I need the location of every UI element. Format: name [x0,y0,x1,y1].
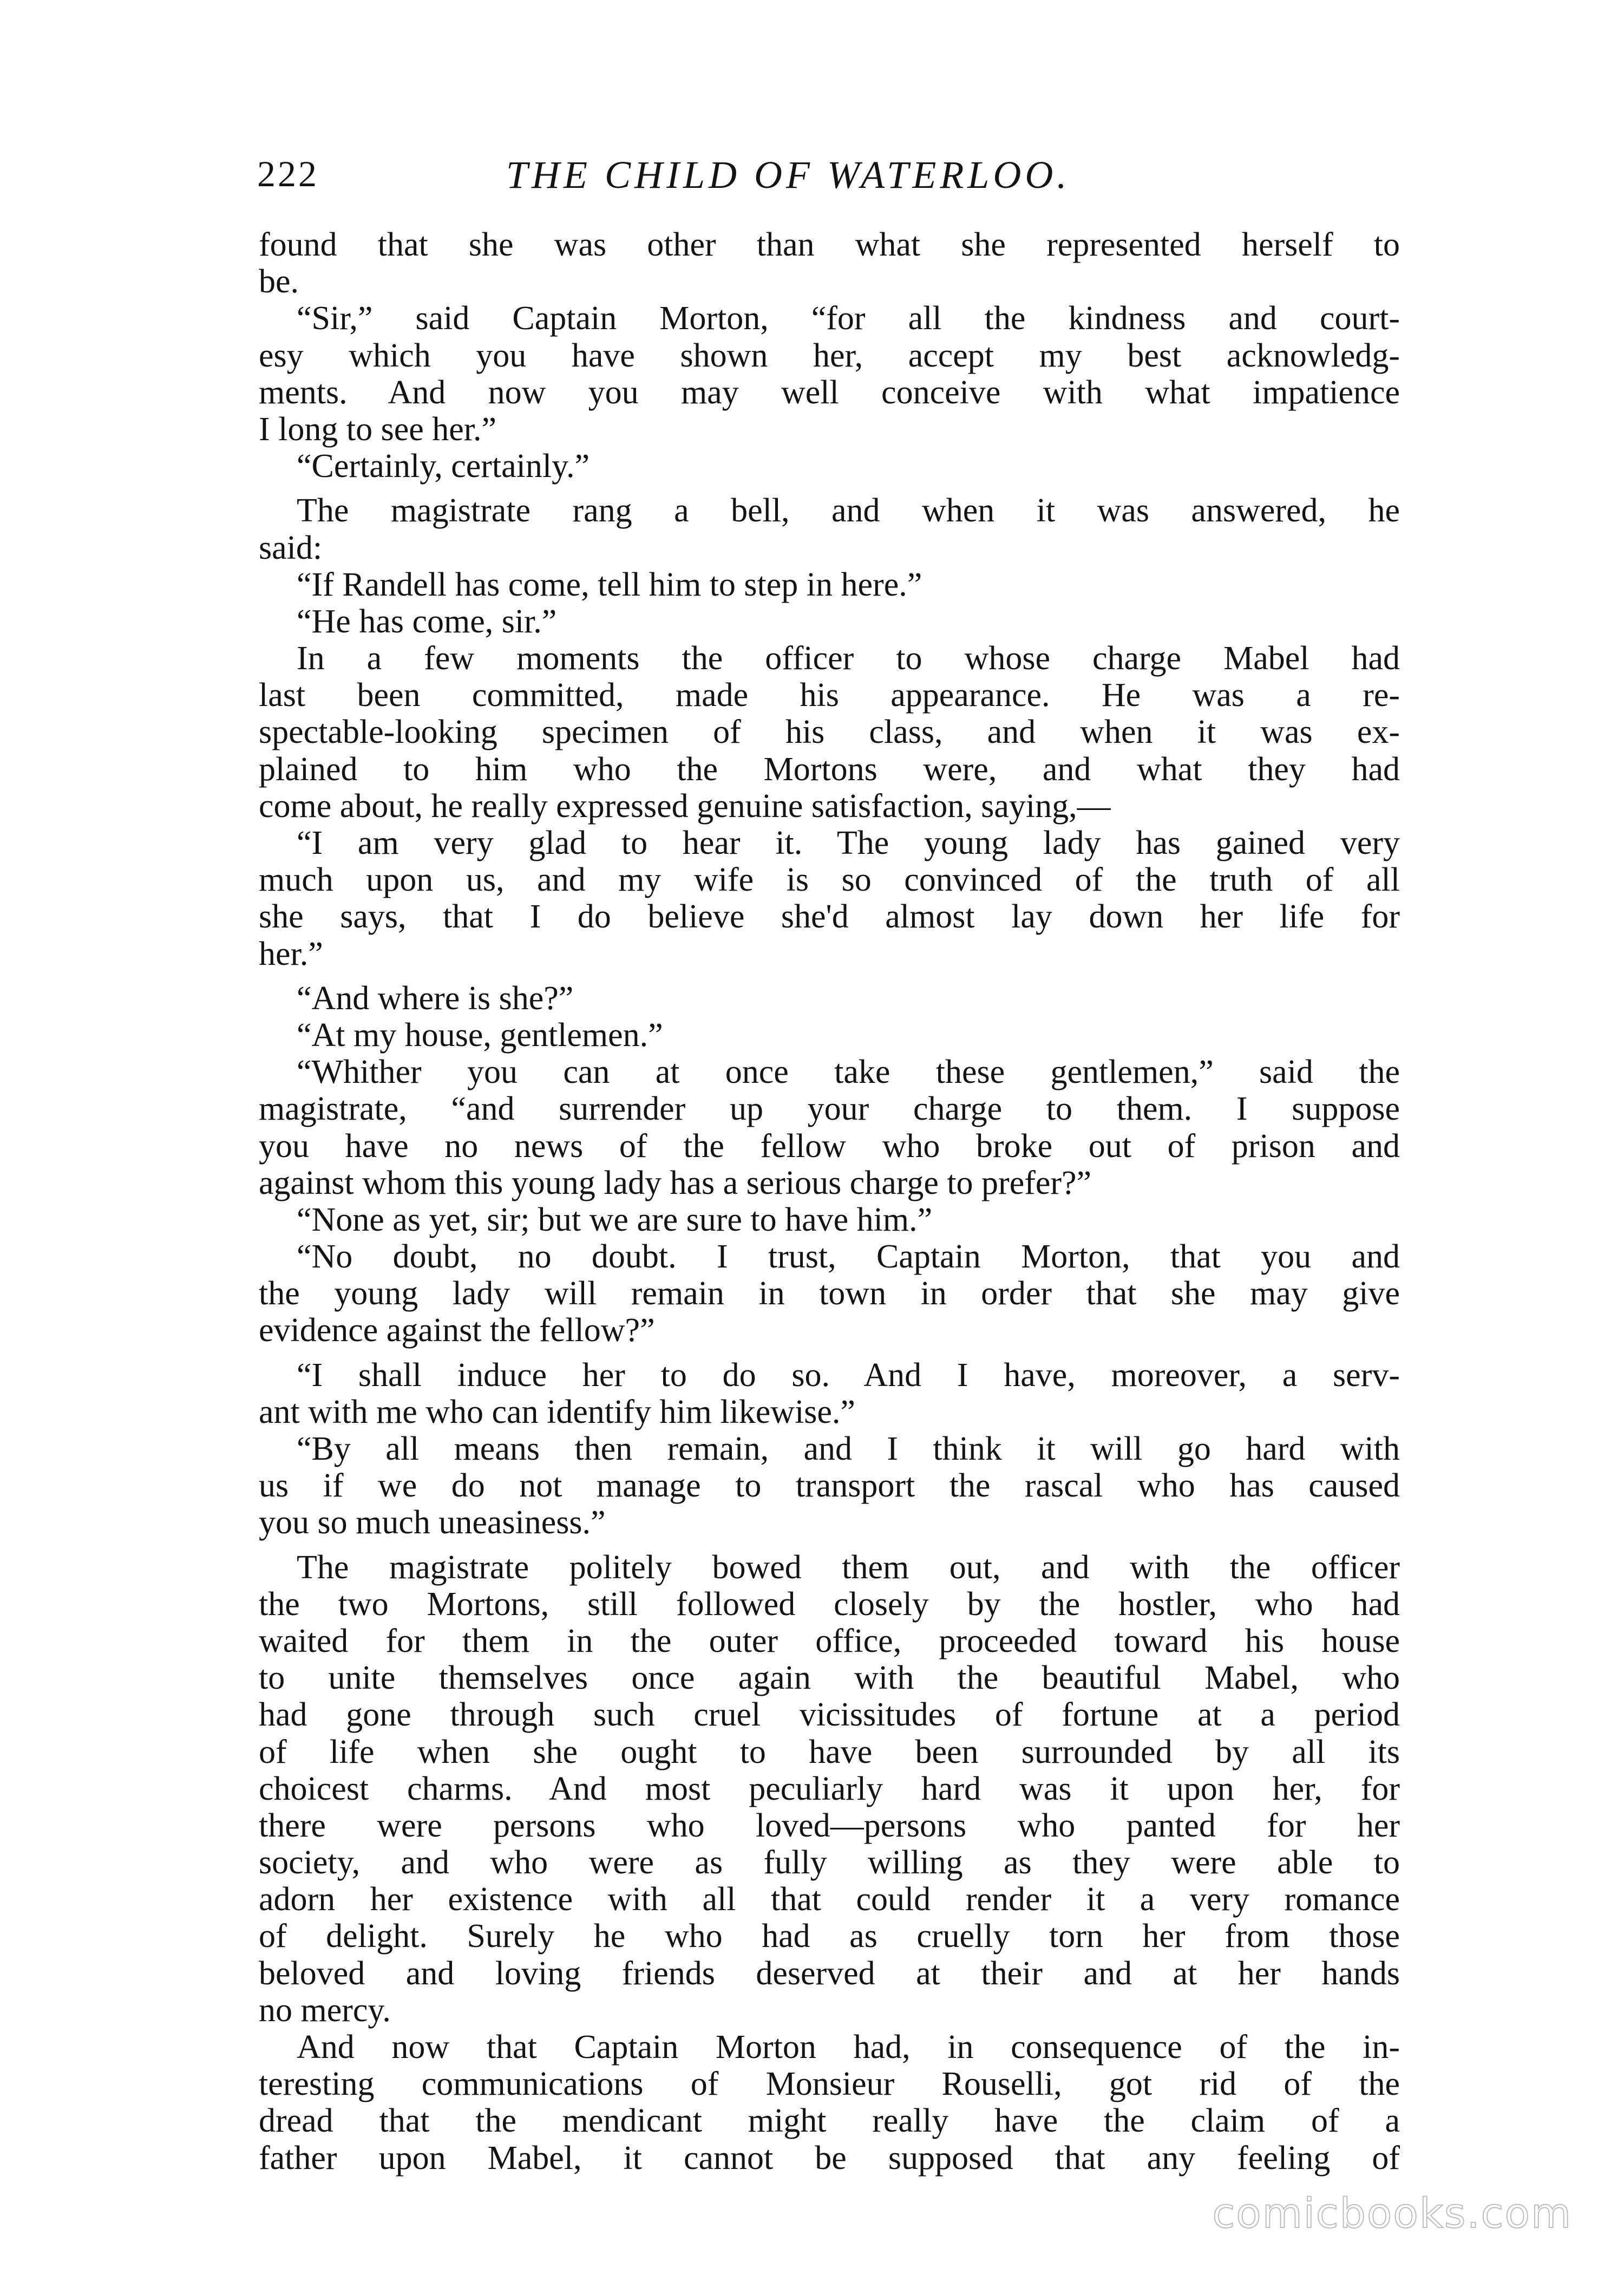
text-line: The magistrate rang a bell, and when it was answered, he [297,492,1400,530]
text-line: to unite themselves once again with the beautiful Mabel, who [259,1659,1400,1697]
text-line: “Whither you can at once take these gentlemen,” said the [297,1054,1400,1091]
text-line: adorn her existence with all that could render it a very romance [259,1881,1400,1918]
text-line: waited for them in the outer office, proceeded toward his house [259,1622,1400,1659]
text-line: esy which you have shown her, accept my best acknowledg- [259,337,1400,374]
text-line: against whom this young lady has a serious charge to prefer?” [259,1164,1092,1201]
text-line: the two Mortons, still followed closely by the hostler, who had [259,1585,1400,1623]
text-line: “And where is she?” [297,979,574,1017]
paragraph-gap [259,485,1400,492]
text-line: there were persons who loved—persons who panted for her [259,1807,1400,1844]
text-line: “If Randell has come, tell him to step in here.” [297,566,922,603]
paragraph-gap [259,1541,1400,1549]
text-line: us if we do not manage to transport the rascal who has caused [259,1467,1400,1505]
text-line: choicest charms. And most peculiarly hard was it upon her, for [259,1770,1400,1807]
text-line: said: [259,529,323,566]
text-line: be. [259,263,299,300]
text-line: society, and who were as fully willing as they were able to [259,1844,1400,1881]
text-line: plained to him who the Mortons were, and what they had [259,750,1400,788]
body-text [259,226,1400,2177]
text-line: the young lady will remain in town in order that she may give [259,1275,1400,1312]
text-line: come about, he really expressed genuine satisfaction, saying,— [259,787,1111,825]
page-header [257,153,1394,212]
text-line: “Certainly, certainly.” [297,448,590,485]
text-line: no mercy. [259,1991,391,2029]
text-line: her.” [259,935,323,972]
text-line: “Sir,” said Captain Morton, “for all the kindness and court- [297,300,1400,337]
text-line: much upon us, and my wife is so convinced of the truth of all [259,861,1400,899]
text-line: “He has come, sir.” [297,603,557,640]
text-line: “At my house, gentlemen.” [297,1016,663,1054]
paragraph-gap [259,972,1400,980]
text-line: spectable-looking specimen of his class, and when it was ex- [259,714,1400,751]
text-line: found that she was other than what she represented herself to [259,226,1400,263]
watermark: comicbooks.com [1212,2189,1572,2237]
text-line: “None as yet, sir; but we are sure to have him.” [297,1201,933,1238]
text-line: had gone through such cruel vicissitudes of fortune at a period [259,1696,1400,1734]
text-line: The magistrate politely bowed them out, and with the officer [297,1548,1400,1586]
text-line: you so much uneasiness.” [259,1504,606,1541]
text-line: father upon Mabel, it cannot be supposed that any feeling of [259,2139,1400,2177]
text-line: “No doubt, no doubt. I trust, Captain Morton, that you and [297,1238,1400,1276]
text-line: ments. And now you may well conceive with what impatience [259,374,1400,411]
text-line: “By all means then remain, and I think it will go hard with [297,1430,1400,1467]
text-line: she says, that I do believe she'd almost lay down her life for [259,898,1400,936]
page-number: 222 [257,153,319,194]
text-line: of life when she ought to have been surrounded by all its [259,1733,1400,1770]
text-line: of delight. Surely he who had as cruelly torn her from those [259,1918,1400,1955]
text-line: teresting communications of Monsieur Rouselli, got rid of the [259,2066,1400,2103]
paragraph-gap [259,1349,1400,1357]
text-line: magistrate, “and surrender up your charge to them. I suppose [259,1090,1400,1128]
text-line: evidence against the fellow?” [259,1312,655,1349]
text-line: ant with me who can identify him likewise.” [259,1393,855,1430]
running-title: THE CHILD OF WATERLOO. [506,153,1071,197]
text-line: last been committed, made his appearance. He was a re- [259,677,1400,714]
text-line: In a few moments the officer to whose charge Mabel had [297,640,1400,677]
text-line: dread that the mendicant might really have the claim of a [259,2102,1400,2140]
text-line: “I am very glad to hear it. The young lady has gained very [297,825,1400,861]
text-line: I long to see her.” [259,410,497,448]
text-line: you have no news of the fellow who broke out of prison and [259,1127,1400,1165]
text-line: And now that Captain Morton had, in consequence of the in- [297,2029,1400,2066]
text-line: “I shall induce her to do so. And I have, moreover, a serv- [297,1356,1400,1394]
text-line: beloved and loving friends deserved at their and at her hands [259,1955,1400,1992]
